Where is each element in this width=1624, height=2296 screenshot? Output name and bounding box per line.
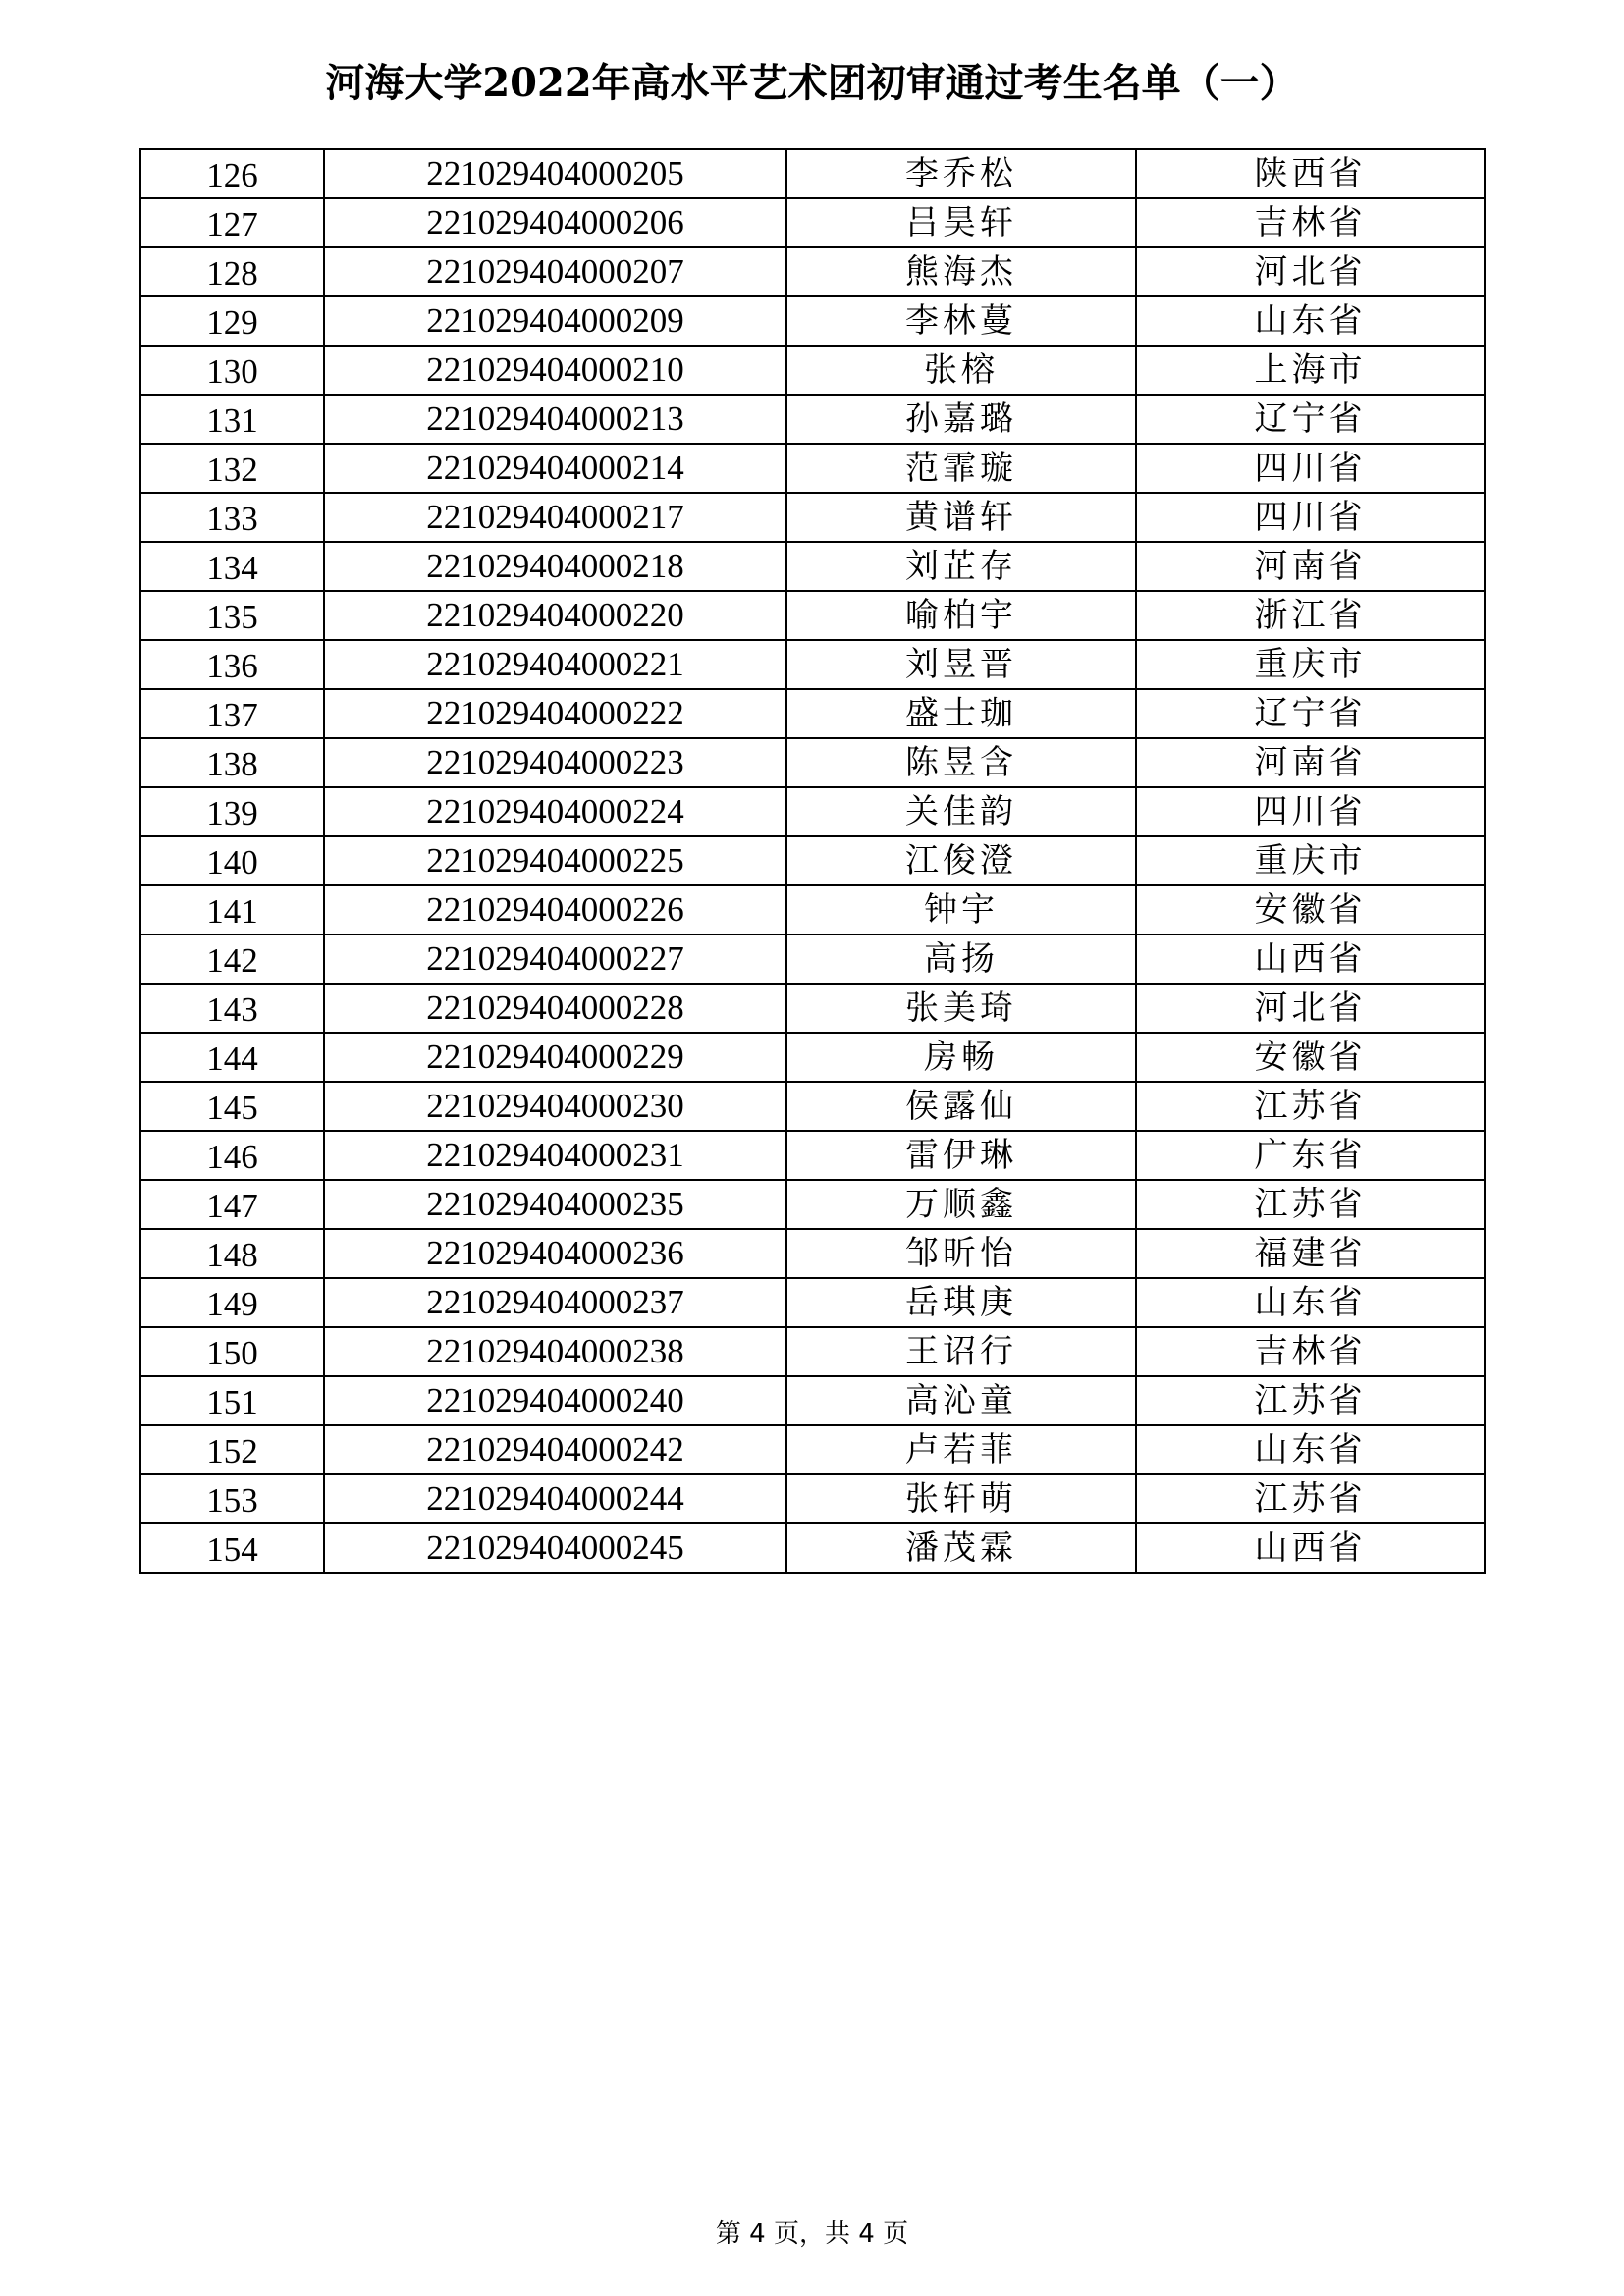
province-cell: 辽宁省 [1136,395,1485,444]
table-row [140,493,1485,542]
seq-cell: 144 [140,1033,324,1082]
province-cell: 江苏省 [1136,1082,1485,1131]
province-cell: 四川省 [1136,493,1485,542]
table-row [140,591,1485,640]
table-row [140,640,1485,689]
table-row [140,1180,1485,1229]
exam-number-cell: 221029404000226 [324,885,786,934]
province-cell: 广东省 [1136,1131,1485,1180]
exam-number-cell: 221029404000207 [324,247,786,296]
name-cell: 张榕 [786,346,1136,395]
table-row [140,934,1485,984]
table-row [140,836,1485,885]
name-cell: 卢若菲 [786,1425,1136,1474]
seq-cell: 128 [140,247,324,296]
province-cell: 福建省 [1136,1229,1485,1278]
province-cell: 江苏省 [1136,1376,1485,1425]
name-cell: 钟宇 [786,885,1136,934]
seq-cell: 154 [140,1523,324,1573]
exam-number-cell: 221029404000225 [324,836,786,885]
seq-cell: 126 [140,149,324,198]
exam-number-cell: 221029404000238 [324,1327,786,1376]
exam-number-cell: 221029404000222 [324,689,786,738]
table-row [140,1327,1485,1376]
province-cell: 重庆市 [1136,836,1485,885]
seq-cell: 141 [140,885,324,934]
province-cell: 四川省 [1136,444,1485,493]
name-cell: 喻柏宇 [786,591,1136,640]
name-cell: 岳琪庚 [786,1278,1136,1327]
exam-number-cell: 221029404000210 [324,346,786,395]
exam-number-cell: 221029404000242 [324,1425,786,1474]
name-cell: 潘茂霖 [786,1523,1136,1573]
name-cell: 万顺鑫 [786,1180,1136,1229]
table-row [140,346,1485,395]
seq-cell: 145 [140,1082,324,1131]
seq-cell: 142 [140,934,324,984]
province-cell: 江苏省 [1136,1180,1485,1229]
name-cell: 刘芷存 [786,542,1136,591]
name-cell: 高扬 [786,934,1136,984]
seq-cell: 137 [140,689,324,738]
table-row [140,542,1485,591]
seq-cell: 132 [140,444,324,493]
seq-cell: 143 [140,984,324,1033]
province-cell: 山东省 [1136,1425,1485,1474]
seq-cell: 135 [140,591,324,640]
table-row [140,296,1485,346]
table-row [140,1474,1485,1523]
table-row [140,1376,1485,1425]
name-cell: 张轩萌 [786,1474,1136,1523]
province-cell: 安徽省 [1136,1033,1485,1082]
province-cell: 辽宁省 [1136,689,1485,738]
seq-cell: 139 [140,787,324,836]
name-cell: 黄谱轩 [786,493,1136,542]
seq-cell: 153 [140,1474,324,1523]
seq-cell: 138 [140,738,324,787]
exam-number-cell: 221029404000229 [324,1033,786,1082]
name-cell: 江俊澄 [786,836,1136,885]
name-cell: 张美琦 [786,984,1136,1033]
name-cell: 刘昱晋 [786,640,1136,689]
province-cell: 吉林省 [1136,198,1485,247]
name-cell: 熊海杰 [786,247,1136,296]
name-cell: 雷伊琳 [786,1131,1136,1180]
seq-cell: 149 [140,1278,324,1327]
exam-number-cell: 221029404000231 [324,1131,786,1180]
exam-number-cell: 221029404000224 [324,787,786,836]
name-cell: 邹昕怡 [786,1229,1136,1278]
province-cell: 江苏省 [1136,1474,1485,1523]
table-row [140,738,1485,787]
table-row [140,395,1485,444]
table-row [140,1229,1485,1278]
seq-cell: 136 [140,640,324,689]
candidate-table [139,148,1486,1574]
table-row [140,1523,1485,1573]
seq-cell: 130 [140,346,324,395]
province-cell: 山东省 [1136,296,1485,346]
table-row [140,689,1485,738]
page-footer: 第 4 页，共 4 页 [715,2219,909,2249]
province-cell: 山西省 [1136,1523,1485,1573]
seq-cell: 140 [140,836,324,885]
name-cell: 王诏行 [786,1327,1136,1376]
name-cell: 侯露仙 [786,1082,1136,1131]
exam-number-cell: 221029404000209 [324,296,786,346]
exam-number-cell: 221029404000245 [324,1523,786,1573]
table-row [140,247,1485,296]
seq-cell: 147 [140,1180,324,1229]
exam-number-cell: 221029404000220 [324,591,786,640]
exam-number-cell: 221029404000236 [324,1229,786,1278]
table-row [140,1131,1485,1180]
page-title: 河海大学2022年高水平艺术团初审通过考生名单（一） [325,60,1299,106]
province-cell: 重庆市 [1136,640,1485,689]
seq-cell: 151 [140,1376,324,1425]
province-cell: 山西省 [1136,934,1485,984]
seq-cell: 134 [140,542,324,591]
seq-cell: 146 [140,1131,324,1180]
exam-number-cell: 221029404000213 [324,395,786,444]
exam-number-cell: 221029404000214 [324,444,786,493]
table-row [140,1425,1485,1474]
name-cell: 房畅 [786,1033,1136,1082]
table-row [140,1033,1485,1082]
table-row [140,1278,1485,1327]
exam-number-cell: 221029404000230 [324,1082,786,1131]
province-cell: 上海市 [1136,346,1485,395]
exam-number-cell: 221029404000221 [324,640,786,689]
table-row [140,1082,1485,1131]
exam-number-cell: 221029404000217 [324,493,786,542]
exam-number-cell: 221029404000228 [324,984,786,1033]
table-row [140,444,1485,493]
name-cell: 陈昱含 [786,738,1136,787]
exam-number-cell: 221029404000244 [324,1474,786,1523]
name-cell: 范霏璇 [786,444,1136,493]
province-cell: 浙江省 [1136,591,1485,640]
exam-number-cell: 221029404000240 [324,1376,786,1425]
name-cell: 盛士珈 [786,689,1136,738]
province-cell: 河南省 [1136,542,1485,591]
exam-number-cell: 221029404000237 [324,1278,786,1327]
seq-cell: 129 [140,296,324,346]
name-cell: 吕昊轩 [786,198,1136,247]
name-cell: 孙嘉璐 [786,395,1136,444]
seq-cell: 150 [140,1327,324,1376]
exam-number-cell: 221029404000205 [324,149,786,198]
exam-number-cell: 221029404000227 [324,934,786,984]
table-row [140,198,1485,247]
province-cell: 吉林省 [1136,1327,1485,1376]
exam-number-cell: 221029404000235 [324,1180,786,1229]
exam-number-cell: 221029404000218 [324,542,786,591]
province-cell: 安徽省 [1136,885,1485,934]
table-row [140,787,1485,836]
province-cell: 河北省 [1136,984,1485,1033]
seq-cell: 127 [140,198,324,247]
table-row [140,984,1485,1033]
province-cell: 山东省 [1136,1278,1485,1327]
exam-number-cell: 221029404000206 [324,198,786,247]
exam-number-cell: 221029404000223 [324,738,786,787]
province-cell: 河南省 [1136,738,1485,787]
name-cell: 关佳韵 [786,787,1136,836]
province-cell: 河北省 [1136,247,1485,296]
seq-cell: 148 [140,1229,324,1278]
name-cell: 李林蔓 [786,296,1136,346]
province-cell: 陕西省 [1136,149,1485,198]
seq-cell: 133 [140,493,324,542]
seq-cell: 131 [140,395,324,444]
province-cell: 四川省 [1136,787,1485,836]
table-row [140,149,1485,198]
candidate-table-body [140,149,1485,1573]
name-cell: 李乔松 [786,149,1136,198]
name-cell: 高沁童 [786,1376,1136,1425]
seq-cell: 152 [140,1425,324,1474]
table-row [140,885,1485,934]
